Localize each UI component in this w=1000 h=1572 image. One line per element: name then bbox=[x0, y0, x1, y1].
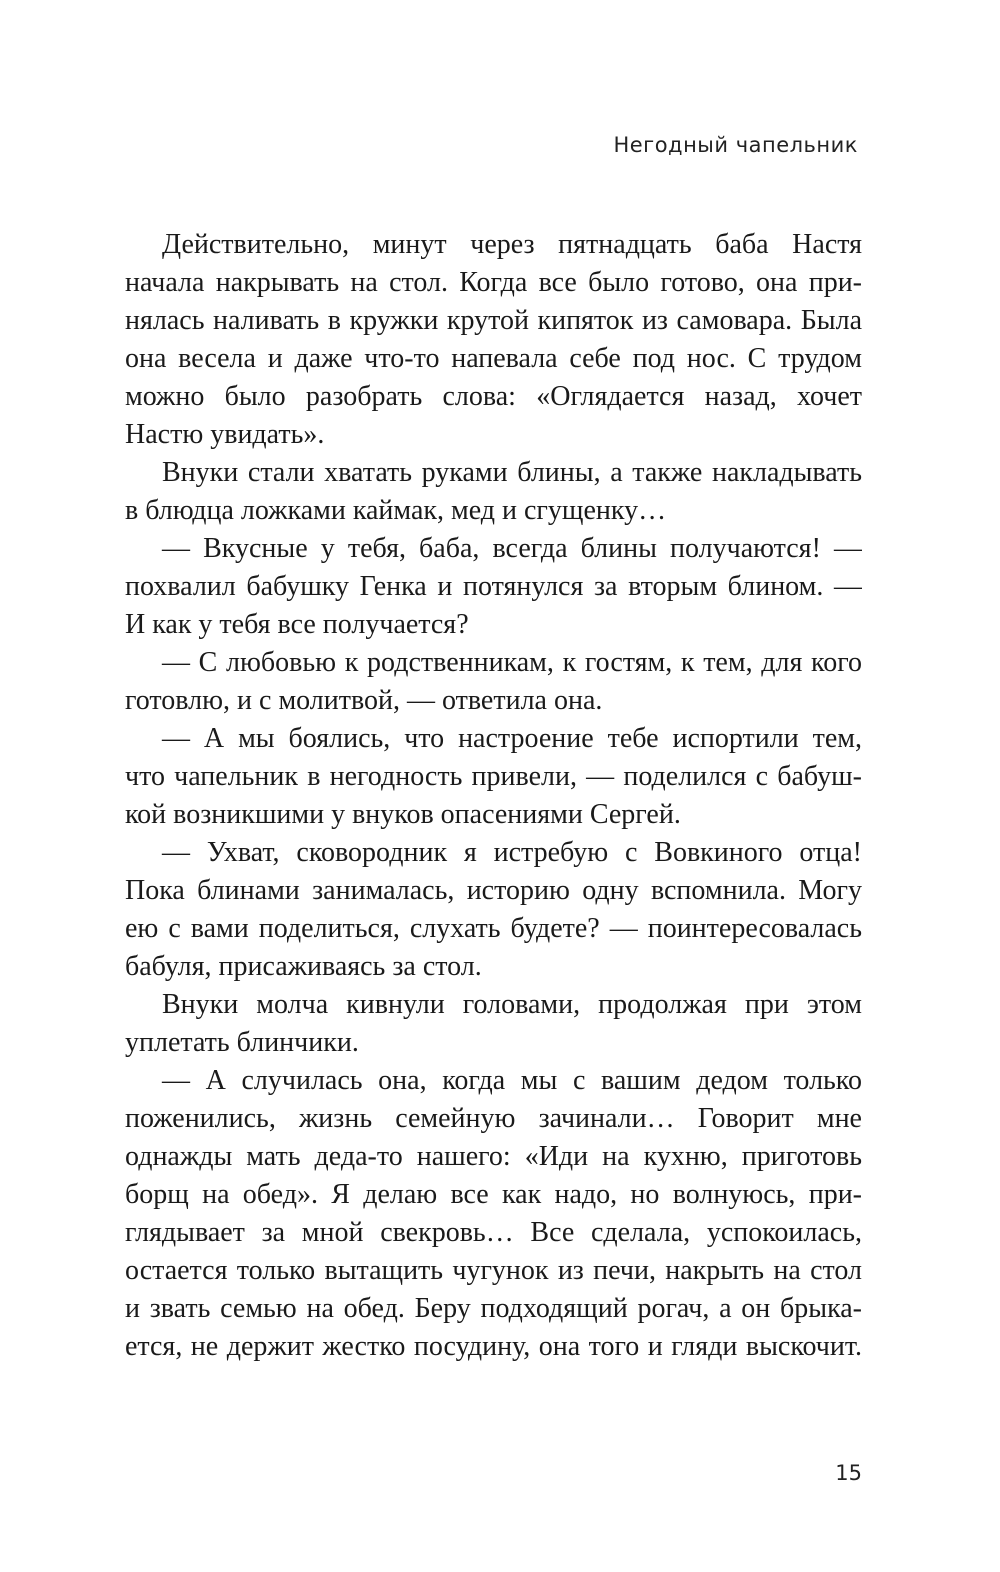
text-line: похвалил бабушку Генка и потянулся за вторым блином. — bbox=[125, 571, 862, 602]
text-line: ею с вами поделиться, слухать будете? — поинтересовалась bbox=[125, 913, 862, 944]
text-line: глядывает за мной свекровь… Все сделала, успокоилась, bbox=[125, 1217, 862, 1248]
text-line: кой возникшими у внуков опасениями Сергей. bbox=[125, 799, 681, 830]
text-line: — А мы боялись, что настроение тебе испортили тем, bbox=[162, 723, 862, 754]
text-line: и звать семью на обед. Беру подходящий рогач, а он брыка- bbox=[125, 1293, 862, 1324]
text-line: что чапельник в негодность привели, — поделился с бабуш- bbox=[125, 761, 862, 792]
text-line: ется, не держит жестко посудину, она того и гляди выскочит. bbox=[125, 1331, 862, 1362]
text-line: Пока блинами занималась, историю одну вспомнила. Могу bbox=[125, 875, 862, 906]
text-line: начала накрывать на стол. Когда все было готово, она при- bbox=[125, 267, 862, 298]
text-line: однажды мать деда-то нашего: «Иди на кухню, приготовь bbox=[125, 1141, 862, 1172]
text-line: Внуки стали хватать руками блины, а также накладывать bbox=[162, 457, 862, 488]
text-line: Действительно, минут через пятнадцать баба Настя bbox=[162, 229, 862, 260]
text-line: борщ на обед». Я делаю все как надо, но волнуюсь, при- bbox=[125, 1179, 862, 1210]
body-text bbox=[125, 226, 862, 1366]
text-line: И как у тебя все получается? bbox=[125, 609, 469, 640]
text-line: остается только вытащить чугунок из печи, накрыть на стол bbox=[125, 1255, 862, 1286]
text-line: поженились, жизнь семейную зачинали… Говорит мне bbox=[125, 1103, 862, 1134]
text-line: она весела и даже что-то напевала себе под нос. С трудом bbox=[125, 343, 862, 374]
text-line: — Ухват, сковородник я истребую с Вовкиного отца! bbox=[162, 837, 862, 868]
text-line: — С любовью к родственникам, к гостям, к тем, для кого bbox=[162, 647, 862, 678]
running-head-title: Негодный чапельник bbox=[613, 133, 858, 157]
text-line: — Вкусные у тебя, баба, всегда блины получаются! — bbox=[162, 533, 862, 564]
page-number: 15 bbox=[835, 1461, 862, 1485]
text-line: уплетать блинчики. bbox=[125, 1027, 359, 1058]
text-line: в блюдца ложками каймак, мед и сгущенку… bbox=[125, 495, 667, 526]
text-line: Настю увидать». bbox=[125, 419, 325, 450]
text-line: бабуля, присаживаясь за стол. bbox=[125, 951, 482, 982]
text-line: можно было разобрать слова: «Оглядается назад, хочет bbox=[125, 381, 862, 412]
text-line: Внуки молча кивнули головами, продолжая при этом bbox=[162, 989, 862, 1020]
text-line: — А случилась она, когда мы с вашим дедом только bbox=[162, 1065, 862, 1096]
text-line: нялась наливать в кружки крутой кипяток из самовара. Была bbox=[125, 305, 862, 336]
text-line: готовлю, и с молитвой, — ответила она. bbox=[125, 685, 603, 716]
